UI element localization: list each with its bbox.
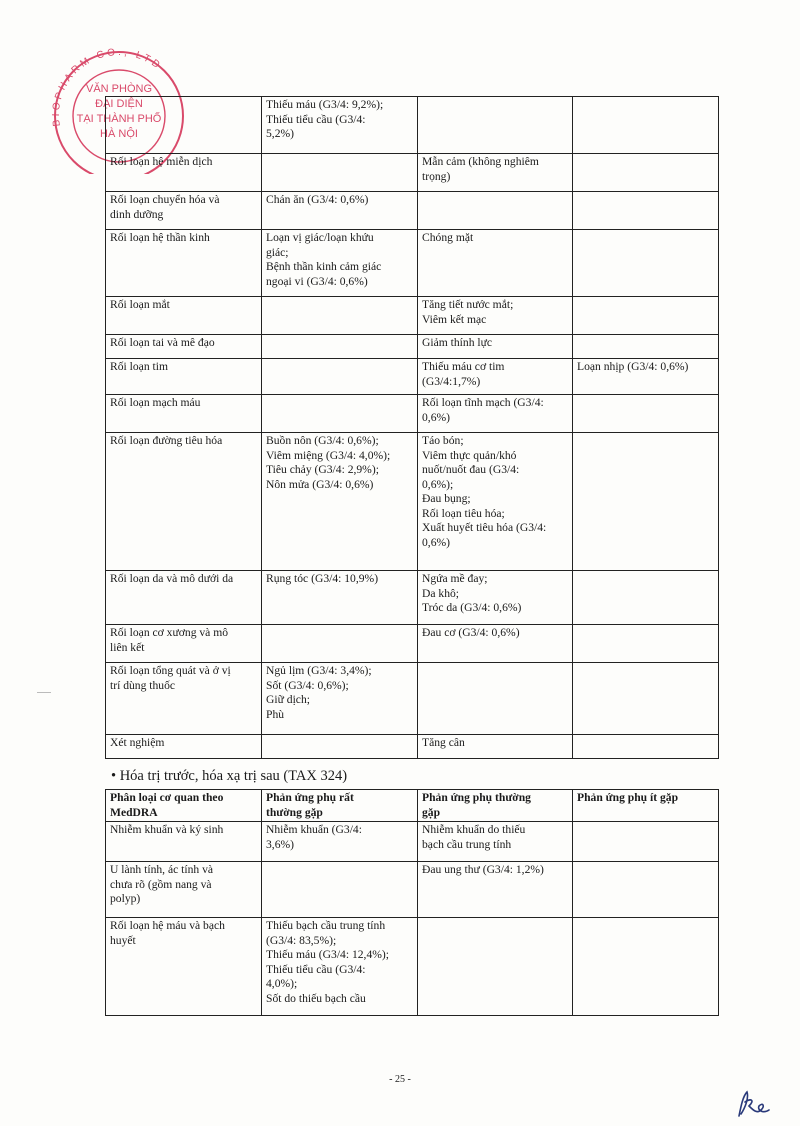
cell-text: Xuất huyết tiêu hóa (G3/4: [422, 521, 547, 534]
cell-text: Táo bón; [422, 434, 464, 447]
stamp-line: ĐẠI DIỆN [95, 98, 143, 110]
table-cell-c2 [262, 433, 418, 571]
table-cell-c2 [262, 154, 418, 192]
cell-text: Viêm thực quản/khó [422, 448, 517, 462]
table-cell-c2 [262, 822, 418, 862]
table-cell-c1 [106, 154, 262, 192]
cell-text: nuốt/nuốt đau (G3/4: [422, 463, 520, 476]
table-cell-c2 [262, 297, 418, 335]
table-cell-c3 [418, 192, 573, 230]
table-cell-c3 [418, 230, 573, 297]
table-cell-c2 [262, 571, 418, 625]
cell-text: 0,6%); [422, 477, 454, 491]
table-cell-c4 [573, 297, 719, 335]
cell-text: Tróc da (G3/4: 0,6%) [422, 601, 522, 614]
cell-text: bạch cầu trung tính [422, 837, 512, 851]
table-cell-c3 [418, 735, 573, 759]
stamp-line: VĂN PHÒNG [85, 83, 153, 95]
table-cell-c2 [262, 918, 418, 1016]
table-cell-c2 [262, 97, 418, 154]
cell-text: (G3/4:1,7%) [422, 374, 481, 388]
cell-text: Rối loạn tổng quát và ở vị [110, 664, 231, 677]
table-cell-c4 [573, 663, 719, 735]
table-cell-c1 [106, 192, 262, 230]
table-cell-c1 [106, 822, 262, 862]
table-row [106, 359, 719, 395]
table-row [106, 230, 719, 297]
table-cell-c4 [573, 433, 719, 571]
table-cell-c4 [573, 862, 719, 918]
cell-text: giác; [266, 245, 289, 259]
table-cell-c3 [418, 433, 573, 571]
table-row [106, 297, 719, 335]
cell-text: trí dùng thuốc [110, 678, 176, 692]
table-cell-c1 [106, 625, 262, 663]
table-cell-c4 [573, 395, 719, 433]
table-cell-c3 [418, 395, 573, 433]
cell-text: Rối loạn đường tiêu hóa [110, 434, 223, 447]
cell-text: trọng) [422, 169, 451, 183]
table-cell-c4 [573, 625, 719, 663]
cell-text: 3,6%) [266, 837, 295, 851]
table-cell-c3 [418, 297, 573, 335]
adverse-reactions-table-1 [105, 96, 719, 759]
cell-text: Đau cơ (G3/4: 0,6%) [422, 626, 520, 639]
table-cell-c3 [418, 918, 573, 1016]
cell-text: Da khô; [422, 586, 460, 600]
table-cell-c1 [106, 335, 262, 359]
cell-text: Rối loạn hệ miễn dịch [110, 155, 213, 168]
table-cell-c4 [573, 97, 719, 154]
stamp-line: HÀ NỘI [100, 128, 138, 140]
table-row [106, 335, 719, 359]
cell-text: Thiếu tiểu cầu (G3/4: [266, 112, 366, 126]
table-header-row [106, 790, 719, 822]
cell-text: Mẫn cảm (không nghiêm [422, 155, 539, 168]
cell-text: ngoại vi (G3/4: 0,6%) [266, 274, 368, 288]
table-cell-c4 [573, 192, 719, 230]
header-common: Phản ứng phụ thường gặp [418, 790, 573, 822]
table-row [106, 663, 719, 735]
table-row [106, 192, 719, 230]
table-cell-c3 [418, 663, 573, 735]
cell-text: Thiếu máu (G3/4: 9,2%); [266, 98, 384, 111]
cell-text: Tiêu chảy (G3/4: 2,9%); [266, 463, 379, 476]
scan-mark [37, 692, 51, 693]
cell-text: Xét nghiệm [110, 736, 165, 749]
cell-text: Rối loạn da và mô dưới da [110, 572, 234, 585]
table-cell-c4 [573, 735, 719, 759]
table-cell-c4 [573, 335, 719, 359]
cell-text: Rối loạn hệ máu và bạch [110, 919, 225, 932]
cell-text: Nhiễm khuẩn (G3/4: [266, 823, 362, 836]
cell-text: dinh dưỡng [110, 207, 164, 221]
cell-text: Viêm kết mạc [422, 312, 487, 326]
table-row [106, 918, 719, 1016]
table-cell-c1 [106, 571, 262, 625]
cell-text: Rối loạn tim [110, 360, 168, 373]
cell-text: Nhiễm khuẩn do thiếu [422, 823, 526, 836]
table-cell-c4 [573, 154, 719, 192]
table-cell-c3 [418, 822, 573, 862]
table-row [106, 571, 719, 625]
table-row [106, 822, 719, 862]
header-uncommon: Phản ứng phụ ít gặp [573, 790, 719, 822]
table-cell-c1 [106, 359, 262, 395]
table-cell-c4 [573, 359, 719, 395]
cell-text: Rối loạn mắt [110, 298, 170, 311]
table-cell-c2 [262, 625, 418, 663]
cell-text: 5,2%) [266, 127, 295, 140]
table-cell-c2 [262, 230, 418, 297]
table-cell-c1 [106, 663, 262, 735]
cell-text: Phù [266, 707, 285, 721]
cell-text: Rụng tóc (G3/4: 10,9%) [266, 572, 379, 585]
cell-text: Thiếu máu cơ tim [422, 360, 505, 373]
cell-text: Chán ăn (G3/4: 0,6%) [266, 193, 369, 206]
table-cell-c4 [573, 822, 719, 862]
table-cell-c1 [106, 862, 262, 918]
cell-text: Rối loạn cơ xương và mô [110, 626, 229, 639]
table-cell-c3 [418, 359, 573, 395]
table-cell-c3 [418, 97, 573, 154]
cell-text: Nôn mửa (G3/4: 0,6%) [266, 477, 374, 491]
cell-text: liên kết [110, 640, 145, 654]
cell-text: Buồn nôn (G3/4: 0,6%); [266, 434, 379, 447]
cell-text: Nhiễm khuẩn và ký sinh [110, 823, 224, 836]
cell-text: Sốt (G3/4: 0,6%); [266, 678, 349, 692]
table-cell-c2 [262, 359, 418, 395]
table-cell-c3 [418, 335, 573, 359]
table-cell-c4 [573, 230, 719, 297]
cell-text: chưa rõ (gồm nang và [110, 877, 212, 891]
table-row [106, 395, 719, 433]
page-number: - 25 - [389, 1074, 411, 1085]
header-very-common: Phản ứng phụ rất thường gặp [262, 790, 418, 822]
cell-text: U lành tính, ác tính và [110, 863, 214, 876]
table-cell-c2 [262, 735, 418, 759]
table-row [106, 625, 719, 663]
cell-text: Rối loạn tai và mê đạo [110, 336, 215, 349]
cell-text: polyp) [110, 892, 141, 905]
table-row [106, 433, 719, 571]
cell-text: 0,6%) [422, 410, 451, 424]
cell-text: 0,6%) [422, 535, 451, 549]
table-cell-c1 [106, 395, 262, 433]
cell-text: Thiếu tiểu cầu (G3/4: [266, 962, 366, 976]
table-cell-c1 [106, 918, 262, 1016]
cell-text: Rối loạn chuyển hóa và [110, 193, 220, 206]
cell-text: 4,0%); [266, 977, 298, 990]
table-cell-c2 [262, 395, 418, 433]
table-cell-c3 [418, 862, 573, 918]
cell-text: Tăng tiết nước mắt; [422, 298, 514, 311]
table-row [106, 862, 719, 918]
table-row [106, 735, 719, 759]
cell-text: Thiếu bạch cầu trung tính [266, 919, 386, 932]
cell-text: Viêm miệng (G3/4: 4,0%); [266, 448, 391, 462]
cell-text: Loạn vị giác/loạn khứu [266, 231, 374, 244]
cell-text: Loạn nhịp (G3/4: 0,6%) [577, 360, 689, 373]
table-cell-c1 [106, 230, 262, 297]
section-title: • Hóa trị trước, hóa xạ trị sau (TAX 324) [111, 768, 348, 784]
table-cell-c1 [106, 97, 262, 154]
signature [733, 1088, 775, 1120]
table-cell-c1 [106, 297, 262, 335]
cell-text: Rối loạn tiêu hóa; [422, 506, 505, 520]
stamp-arc-text: BIOPHARM CO., LTD [50, 46, 164, 127]
cell-text: Sốt do thiếu bạch cầu [266, 991, 366, 1005]
stamp-line: TẠI THÀNH PHỐ [76, 113, 162, 125]
header-organ-class: Phân loại cơ quan theo MedDRA [106, 790, 262, 822]
cell-text: Giữ dịch; [266, 693, 310, 706]
cell-text: Tăng cân [422, 736, 465, 749]
cell-text: Ngứa mề đay; [422, 572, 488, 585]
table-cell-c3 [418, 625, 573, 663]
cell-text: Đau bụng; [422, 492, 471, 505]
table-cell-c1 [106, 735, 262, 759]
table-cell-c2 [262, 335, 418, 359]
cell-text: Thiếu máu (G3/4: 12,4%); [266, 948, 389, 961]
cell-text: Ngủ lịm (G3/4: 3,4%); [266, 664, 372, 677]
table-cell-c2 [262, 663, 418, 735]
table-cell-c2 [262, 192, 418, 230]
table-cell-c1 [106, 433, 262, 571]
cell-text: Rối loạn mạch máu [110, 396, 201, 409]
cell-text: Giảm thính lực [422, 336, 493, 349]
cell-text: huyết [110, 933, 136, 947]
cell-text: Bệnh thần kinh cảm giác [266, 260, 382, 273]
table-cell-c3 [418, 154, 573, 192]
cell-text: Đau ung thư (G3/4: 1,2%) [422, 863, 544, 876]
cell-text: Rối loạn tĩnh mạch (G3/4: [422, 396, 544, 409]
table-row [106, 154, 719, 192]
table-row [106, 97, 719, 154]
table-cell-c3 [418, 571, 573, 625]
cell-text: (G3/4: 83,5%); [266, 933, 337, 947]
cell-text: Rối loạn hệ thần kinh [110, 231, 210, 244]
table-cell-c2 [262, 862, 418, 918]
table-cell-c4 [573, 571, 719, 625]
cell-text: Chóng mặt [422, 231, 474, 244]
table-cell-c4 [573, 918, 719, 1016]
adverse-reactions-table-tax324 [105, 789, 719, 1016]
